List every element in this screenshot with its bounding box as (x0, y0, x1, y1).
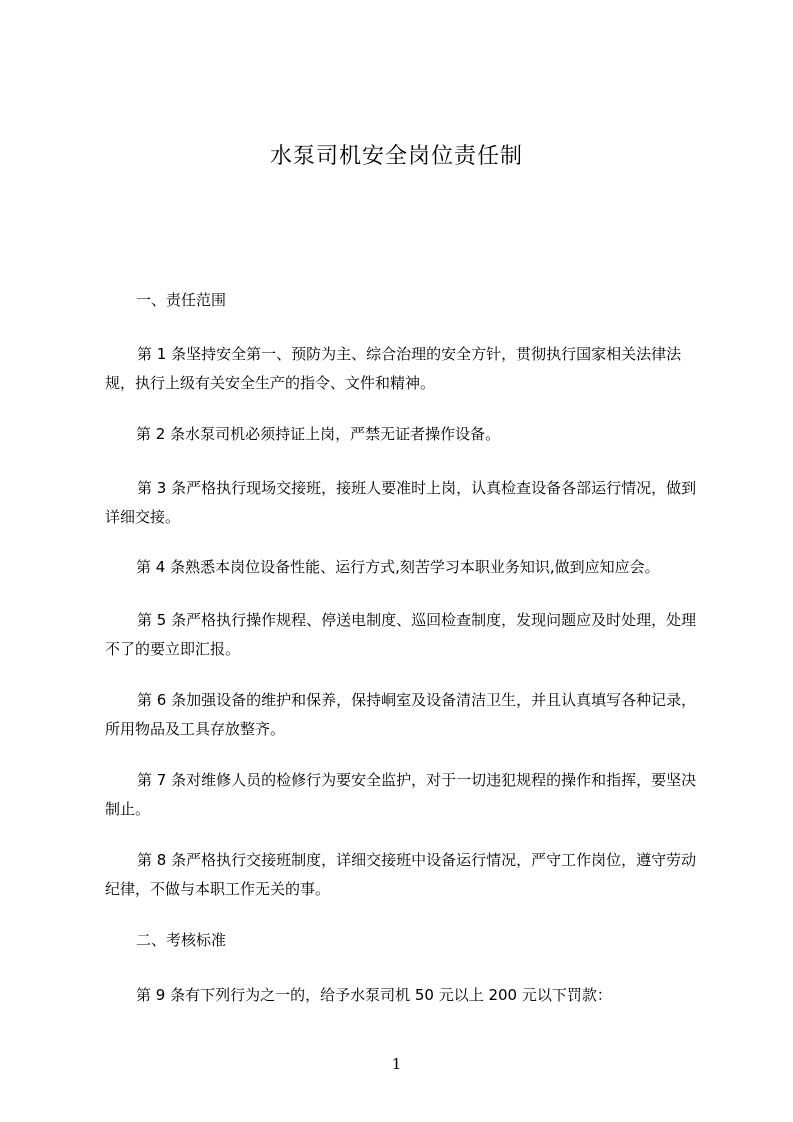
article-3: 第 3 条严格执行现场交接班，接班人要准时上岗，认真检查设备各部运行情况，做到详细交接。 (105, 479, 697, 526)
article-1: 第 1 条坚持安全第一、预防为主、综合治理的安全方针，贯彻执行国家相关法律法规，执行上级有关安全生产的指令、文件和精神。 (105, 345, 682, 392)
article-2: 第 2 条水泵司机必须持证上岗，严禁无证者操作设备。 (136, 425, 501, 443)
article-6: 第 6 条加强设备的维护和保养，保持峒室及设备清洁卫生，并且认真填写各种记录，所用物品及工具存放整齐。 (105, 691, 697, 738)
article-8: 第 8 条严格执行交接班制度，详细交接班中设备运行情况，严守工作岗位，遵守劳动纪律，不做与本职工作无关的事。 (105, 851, 697, 898)
article-5: 第 5 条严格执行操作规程、停送电制度、巡回检查制度，发现问题应及时处理，处理不了的要立即汇报。 (105, 611, 697, 658)
section-heading-responsibility-scope: 一、责任范围 (136, 291, 227, 309)
article-4: 第 4 条熟悉本岗位设备性能、运行方式,刻苦学习本职业务知识,做到应知应会。 (136, 558, 660, 576)
article-9: 第 9 条有下列行为之一的，给予水泵司机 50 元以上 200 元以下罚款： (136, 986, 612, 1004)
section-heading-assessment-standards: 二、考核标准 (136, 931, 227, 949)
document-title: 水泵司机安全岗位责任制 (269, 144, 523, 169)
article-7: 第 7 条对维修人员的检修行为要安全监护，对于一切违犯规程的操作和指挥，要坚决制止。 (105, 771, 697, 818)
page-number: 1 (391, 1055, 402, 1073)
